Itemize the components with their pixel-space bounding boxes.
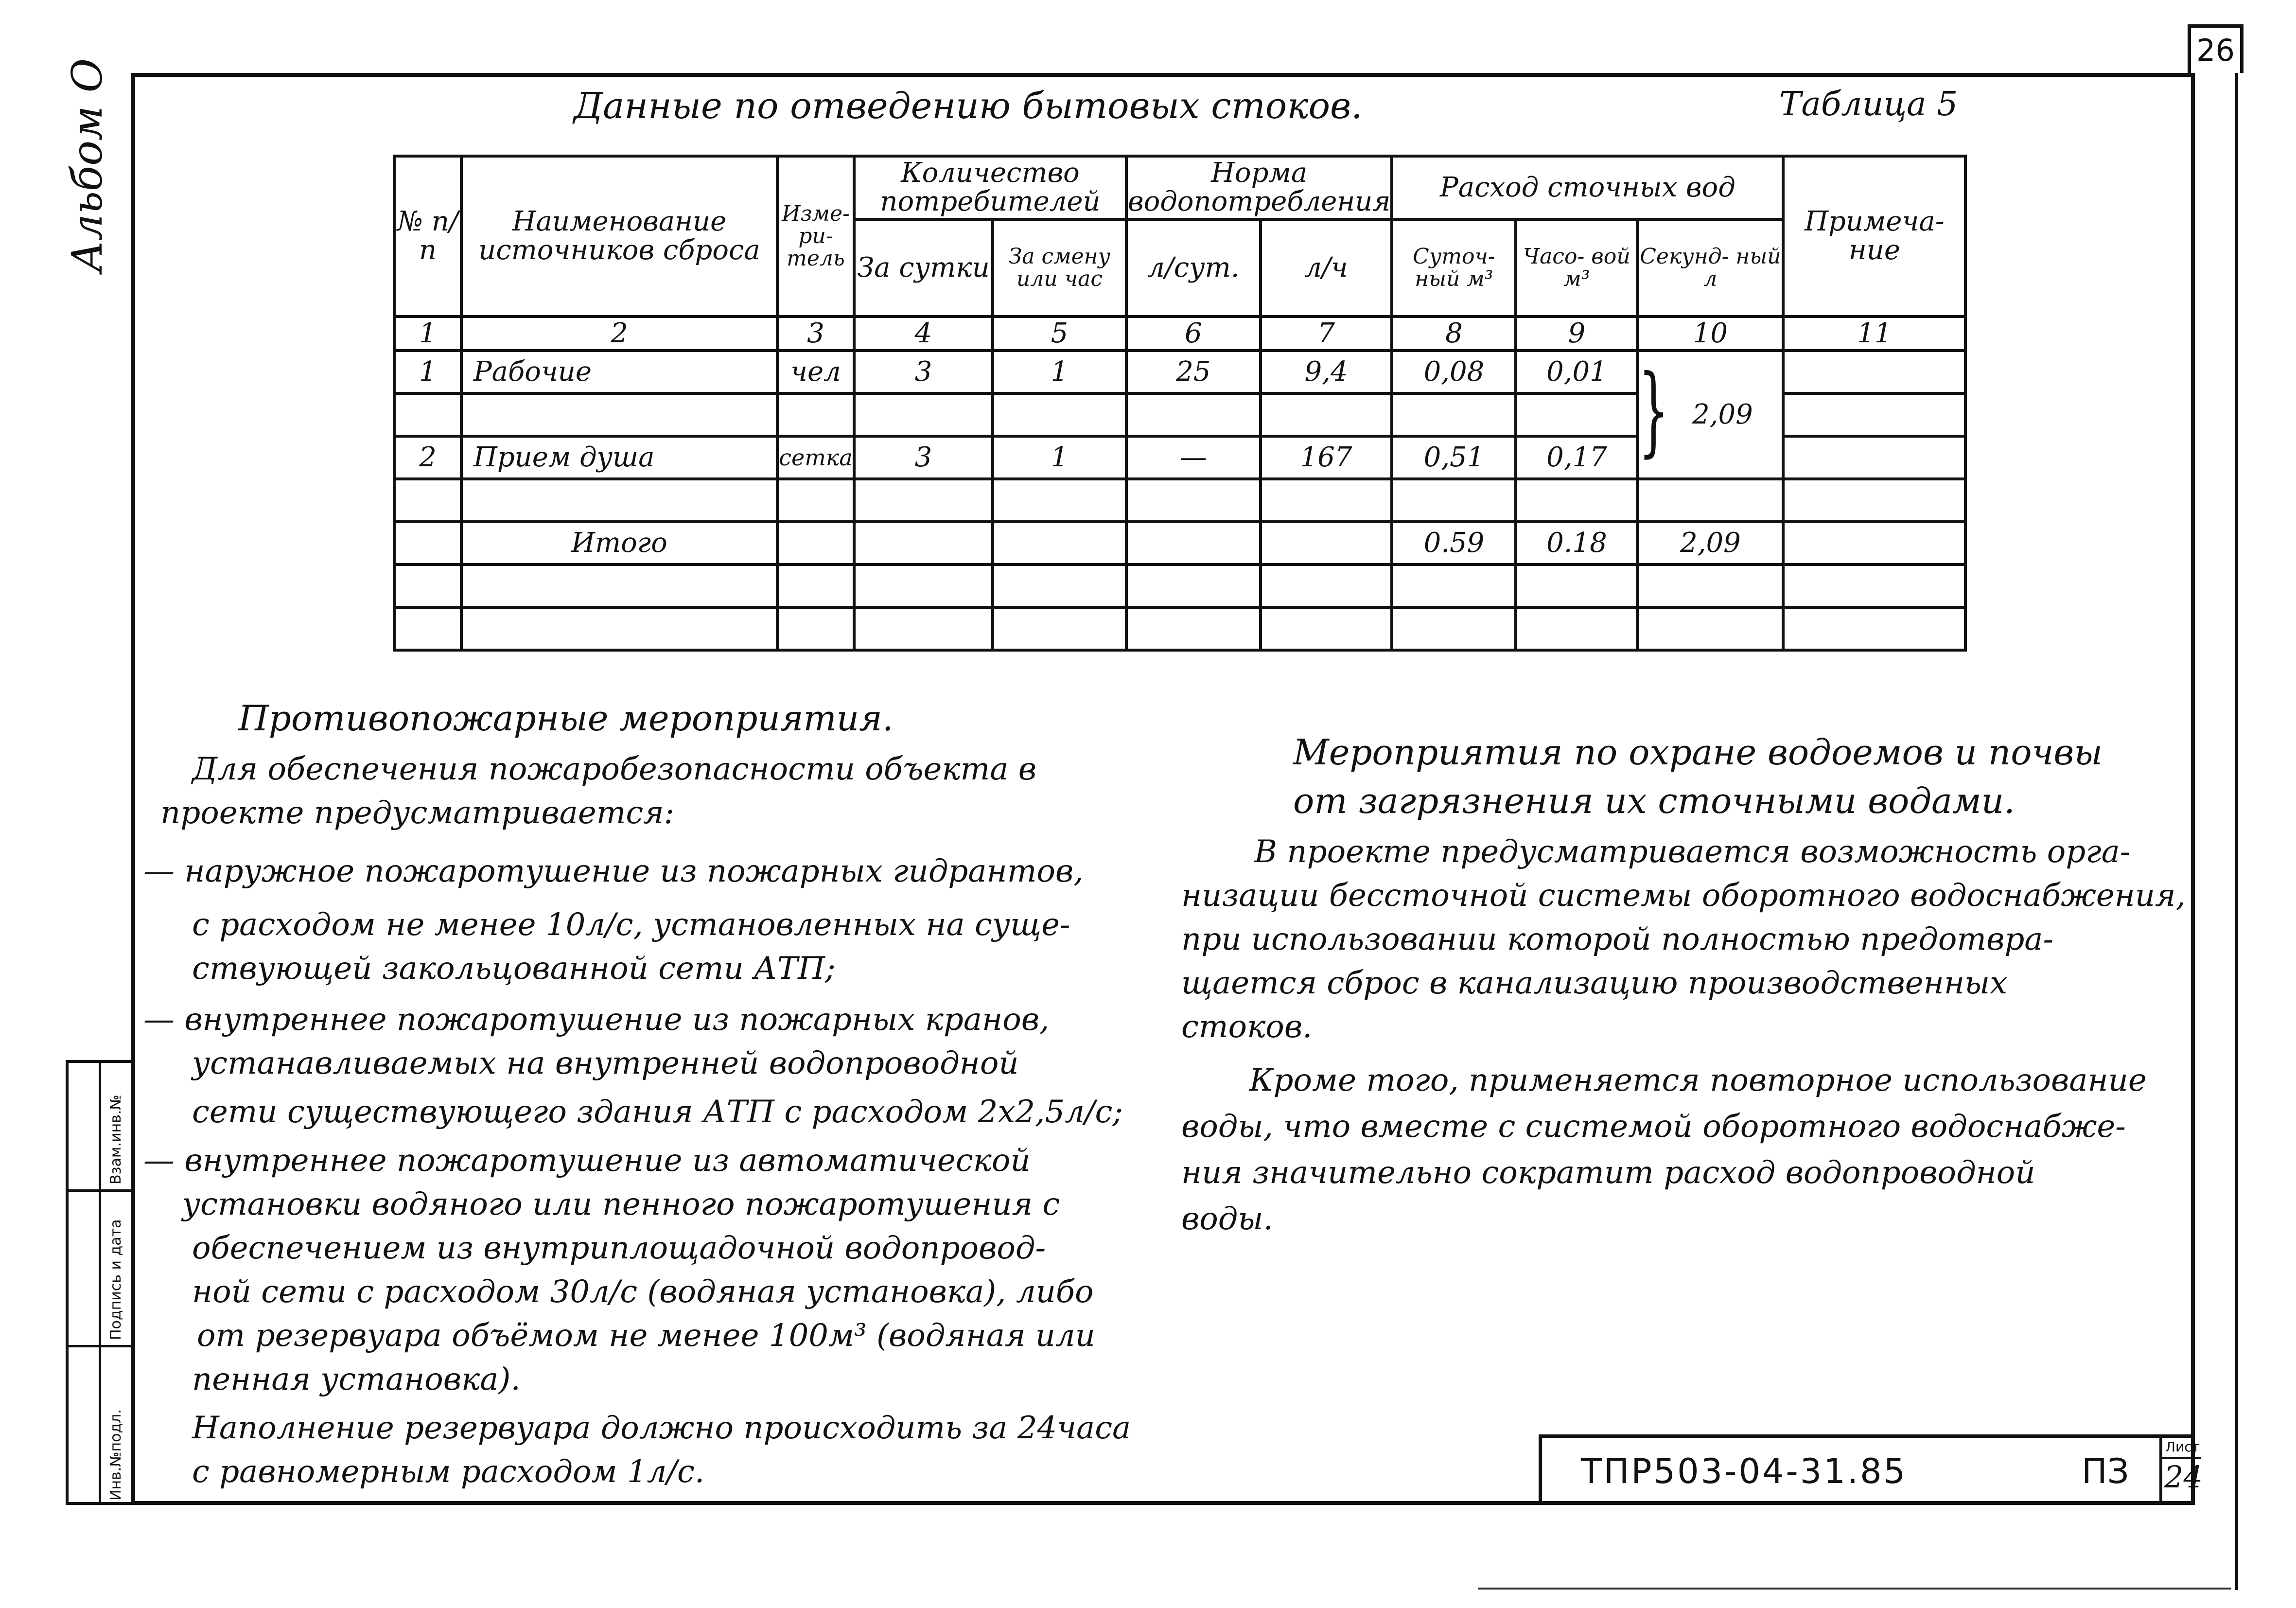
protection-line: стоков.: [1181, 1009, 1313, 1045]
fire-line: с расходом не менее 10л/с, установленных на суще-: [192, 907, 1070, 943]
col-number: 9: [1516, 317, 1637, 351]
row-num: 1: [394, 351, 461, 393]
bottom-scan-line: [1478, 1588, 2231, 1590]
col-number: 11: [1783, 317, 1965, 351]
row-norm-hour: 167: [1261, 436, 1392, 479]
fire-line: — наружное пожаротушение из пожарных гидрантов,: [143, 853, 1084, 889]
protection-line: воды.: [1181, 1201, 1273, 1237]
row-shift: 1: [993, 436, 1126, 479]
fire-line: от резервуара объёмом не менее 100м³ (водяная или: [197, 1318, 1095, 1354]
table-label: Таблица 5: [1779, 85, 1958, 124]
strip-divider: [99, 1063, 101, 1502]
header-unit: Изме- ри- тель: [777, 156, 854, 317]
total-flow-day: 0.59: [1392, 522, 1516, 565]
row-unit: чел: [777, 351, 854, 393]
fire-line: — внутреннее пожаротушение из автоматической: [143, 1143, 1031, 1179]
fire-line: — внутреннее пожаротушение из пожарных кранов,: [143, 1002, 1050, 1038]
row-note: [1783, 351, 1965, 393]
row-unit: сетка: [777, 436, 854, 479]
row-note: [1783, 436, 1965, 479]
fire-line: Для обеспечения пожаробезопасности объекта в: [192, 751, 1036, 787]
fire-line: ствующей закольцованной сети АТП;: [192, 951, 836, 987]
header-consumers-shift: За смену или час: [993, 219, 1126, 317]
column-number-row: [394, 317, 1965, 351]
brace-symbol: }: [1638, 354, 1669, 467]
header-consumers-day: За сутки: [854, 219, 993, 317]
fire-line: с равномерным расходом 1л/с.: [192, 1454, 705, 1490]
header-norm: Норма водопотребления: [1126, 156, 1392, 219]
right-border-line: [2235, 73, 2238, 1590]
row-day: 3: [854, 351, 993, 393]
row-flow-sec: 2,09: [1637, 351, 1783, 479]
document-code: ТПР503-04-31.85: [1581, 1451, 1908, 1491]
protection-heading: от загрязнения их сточными водами.: [1293, 780, 2015, 821]
header-num: № п/п: [394, 156, 461, 317]
table-row: [394, 565, 1965, 607]
album-label: Альбом О: [63, 58, 112, 272]
total-flow-hour: 0.18: [1516, 522, 1637, 565]
protection-line: воды, что вместе с системой оборотного водоснабже-: [1181, 1109, 2126, 1145]
col-number: 6: [1126, 317, 1261, 351]
title-stamp: [1539, 1434, 2203, 1505]
header-flow-day: Суточ- ный м³: [1392, 219, 1516, 317]
table-row: [394, 479, 1965, 522]
row-name: Рабочие: [461, 351, 777, 393]
protection-line: В проекте предусматривается возможность орга-: [1254, 834, 2131, 870]
protection-line: Кроме того, применяется повторное использование: [1249, 1062, 2147, 1098]
table-row: [394, 351, 1965, 393]
protection-line: низации бессточной системы оборотного водоснабжения,: [1181, 878, 2186, 914]
protection-line: при использовании которой полностью предотвра-: [1181, 921, 2054, 957]
row-name: Прием душа: [461, 436, 777, 479]
sheet-cell: [2159, 1438, 2203, 1505]
row-norm-hour: 9,4: [1261, 351, 1392, 393]
fire-line: сети существующего здания АТП с расходом 2х2,5л/с;: [192, 1094, 1123, 1130]
header-norm-hour: л/ч: [1261, 219, 1392, 317]
col-number: 10: [1637, 317, 1783, 351]
row-flow-hour: 0,01: [1516, 351, 1637, 393]
header-note: Примеча- ние: [1783, 156, 1965, 317]
table-title: Данные по отведению бытовых стоков.: [574, 85, 1363, 127]
col-number: 1: [394, 317, 461, 351]
total-flow-sec: 2,09: [1637, 522, 1783, 565]
header-name: Наименование источников сброса: [461, 156, 777, 317]
header-flow-sec: Секунд- ный л: [1637, 219, 1783, 317]
col-number: 8: [1392, 317, 1516, 351]
row-norm-day: 25: [1126, 351, 1261, 393]
col-number: 7: [1261, 317, 1392, 351]
col-number: 4: [854, 317, 993, 351]
col-number: 2: [461, 317, 777, 351]
fire-line: Наполнение резервуара должно происходить за 24часа: [192, 1410, 1131, 1446]
row-flow-day: 0,08: [1392, 351, 1516, 393]
table-row: [394, 607, 1965, 650]
sheet-label: Лист: [2165, 1439, 2200, 1455]
protection-line: щается сброс в канализацию производственных: [1181, 965, 2008, 1001]
header-consumers: Количество потребителей: [854, 156, 1126, 219]
header-flow: Расход сточных вод: [1392, 156, 1783, 219]
row-num: 2: [394, 436, 461, 479]
sheet-number: 24: [2164, 1459, 2203, 1495]
col-number: 3: [777, 317, 854, 351]
total-row: [394, 522, 1965, 565]
fire-line: ной сети с расходом 30л/с (водяная установка), либо: [192, 1274, 1094, 1310]
row-norm-day: —: [1126, 436, 1261, 479]
strip-label-sign: Подпись и дата: [107, 1219, 124, 1340]
protection-line: ния значительно сократит расход водопроводной: [1181, 1155, 2035, 1191]
row-flow-day: 0,51: [1392, 436, 1516, 479]
fire-line: обеспечением из внутриплощадочной водопровод-: [192, 1230, 1046, 1266]
row-shift: 1: [993, 351, 1126, 393]
page-number: 26: [2188, 24, 2243, 73]
strip-label-inv: Инв.№подл.: [107, 1409, 124, 1501]
fire-heading: Противопожарные мероприятия.: [238, 698, 894, 739]
side-strip: [66, 1060, 131, 1505]
fire-line: установки водяного или пенного пожаротушения с: [182, 1186, 1060, 1222]
total-label: Итого: [461, 522, 777, 565]
row-day: 3: [854, 436, 993, 479]
strip-separator: [69, 1345, 134, 1347]
fire-line: устанавливаемых на внутренней водопроводной: [192, 1045, 1019, 1081]
fire-line: пенная установка).: [192, 1361, 521, 1397]
fire-line: проекте предусматривается:: [160, 795, 675, 831]
strip-separator: [69, 1189, 134, 1192]
sewage-table: [393, 155, 1967, 652]
protection-heading: Мероприятия по охране водоемов и почвы: [1293, 732, 2103, 773]
header-flow-hour: Часо- вой м³: [1516, 219, 1637, 317]
row-flow-hour: 0,17: [1516, 436, 1637, 479]
strip-label-replace: Взам.инв.№: [107, 1095, 124, 1184]
col-number: 5: [993, 317, 1126, 351]
document-section: ПЗ: [2082, 1451, 2129, 1491]
header-norm-day: л/сут.: [1126, 219, 1261, 317]
